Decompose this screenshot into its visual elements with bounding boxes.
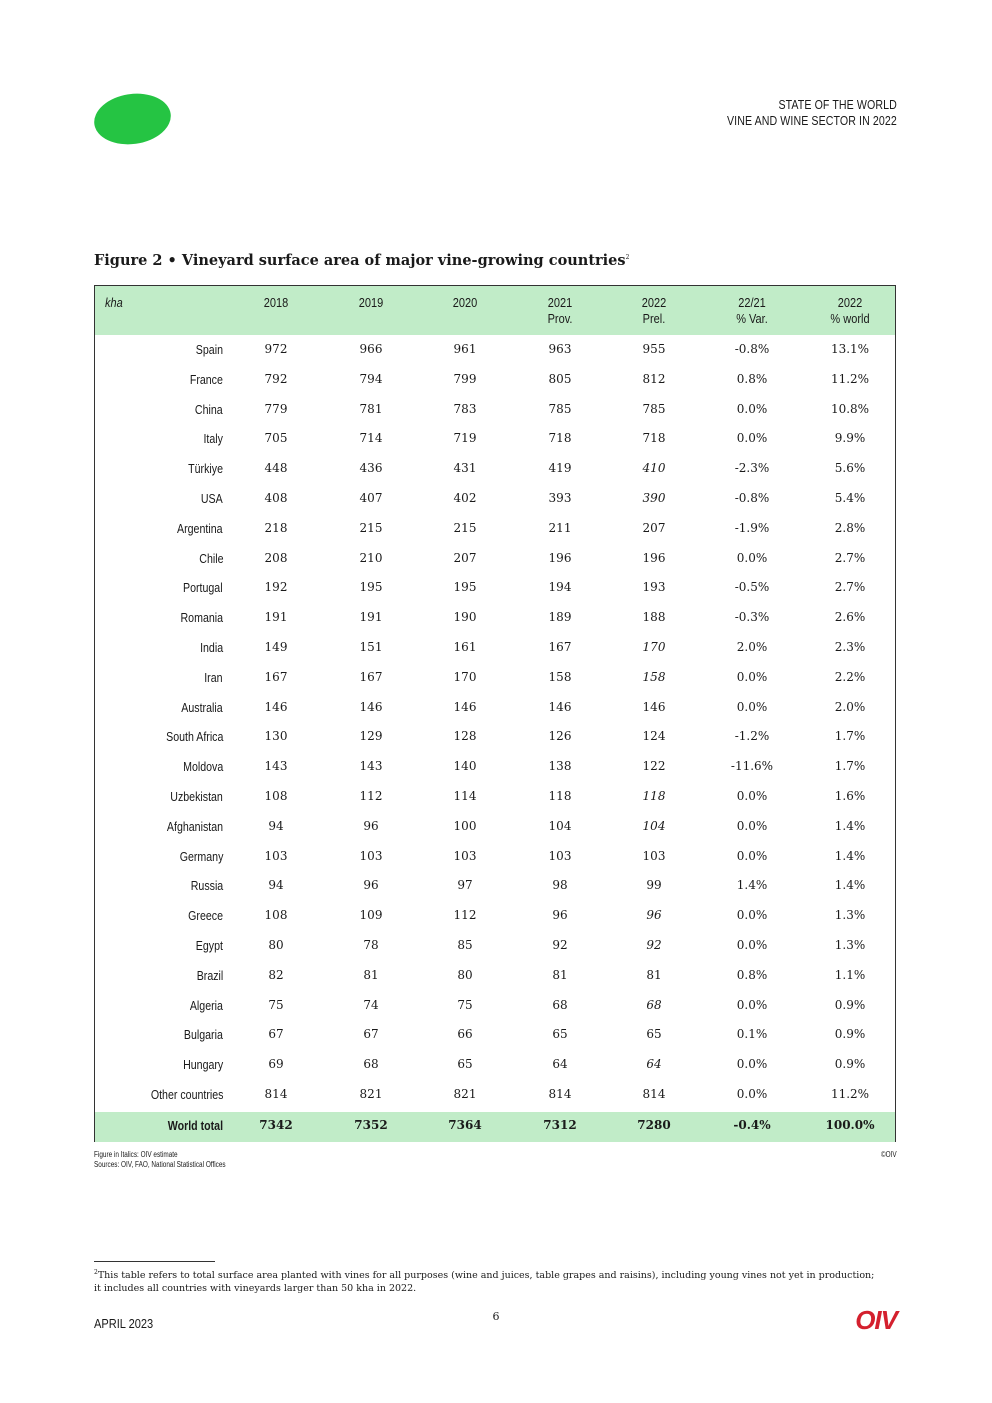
country-name: Chile	[198, 551, 223, 566]
table-row	[95, 634, 895, 664]
country-name: Spain	[195, 343, 223, 357]
table-cell: 97	[457, 878, 473, 893]
table-cell: 96	[363, 878, 379, 893]
table-cell: 196	[548, 550, 572, 565]
table-cell: 98	[552, 878, 568, 893]
table-row	[95, 932, 895, 962]
table-row	[95, 1051, 895, 1081]
footnote-text: This table refers to total surface area planted with vines for all purposes (wine and juices, table grapes and raisins), including young vines not yet in production; it includes all countries with vineyards larger than 50 kha in 2022.	[94, 1270, 875, 1295]
table-cell: -1.2%	[734, 729, 770, 744]
table-cell: 94	[268, 818, 284, 833]
table-cell: 103	[642, 848, 666, 863]
table-cell: 408	[264, 491, 288, 505]
table-cell: 122	[642, 759, 666, 774]
table-row	[95, 425, 895, 455]
table-cell: 138	[548, 759, 572, 774]
table-cell: 193	[642, 580, 666, 595]
table-cell: 211	[548, 520, 572, 535]
table-cell: 194	[548, 580, 572, 595]
column-header-line-1: 2020	[452, 296, 478, 310]
table-cell: 78	[363, 938, 379, 952]
table-cell: 129	[359, 729, 383, 744]
table-cell: 208	[264, 550, 288, 565]
table-cell: 1.3%	[834, 938, 866, 952]
table-cell: 0.0%	[736, 699, 768, 714]
table-cell: -11.6%	[730, 759, 774, 774]
table-cell: 81	[646, 967, 662, 982]
table-cell: 955	[642, 342, 666, 356]
country-name: India	[199, 641, 223, 655]
table-cell: -0.8%	[734, 491, 770, 505]
table-row	[95, 485, 895, 515]
table-cell: 80	[268, 938, 284, 952]
table-cell: 124	[642, 729, 666, 744]
table-row	[95, 783, 895, 813]
table-cell: 170	[642, 640, 666, 654]
column-header-line-2: % Var.	[736, 312, 768, 326]
table-cell: 963	[548, 342, 572, 356]
country-name: China	[195, 402, 223, 417]
column-header-line-1: 2019	[358, 296, 384, 310]
table-cell: 966	[359, 342, 383, 356]
table-cell: 1.4%	[736, 878, 768, 893]
table-cell: 0.0%	[736, 431, 768, 446]
table-cell: 779	[264, 401, 288, 416]
report-header	[727, 97, 897, 129]
table-cell: 128	[453, 729, 477, 744]
country-name: Moldova	[182, 760, 223, 775]
table-cell: 207	[453, 550, 477, 565]
table-cell: 158	[548, 669, 572, 684]
table-cell: 1.3%	[834, 908, 866, 923]
table-cell: 75	[268, 997, 284, 1012]
table-cell: 5.4%	[834, 491, 866, 505]
table-cell: 814	[548, 1087, 572, 1101]
table-cell: 2.8%	[834, 520, 866, 535]
table-cell: 2.6%	[834, 610, 866, 625]
footnote	[94, 1266, 884, 1295]
table-cell: 149	[264, 640, 288, 654]
table-row	[95, 1021, 895, 1051]
table-cell: 96	[646, 908, 662, 923]
table-cell: 0.0%	[736, 401, 768, 416]
table-row	[95, 515, 895, 545]
table-cell: 0.0%	[736, 818, 768, 833]
column-header	[331, 295, 410, 311]
table-cell: 195	[359, 580, 383, 595]
table-cell: 0.0%	[736, 1087, 768, 1101]
table-cell: 718	[642, 431, 666, 446]
table-cell: 99	[646, 878, 662, 893]
table-row	[95, 604, 895, 634]
country-name: Portugal	[183, 581, 223, 596]
table-cell: 1.6%	[834, 789, 866, 803]
table-cell: 419	[548, 461, 572, 476]
table-cell: 64	[552, 1057, 568, 1072]
table-cell: 2.7%	[834, 580, 866, 595]
country-name: Iran	[204, 670, 223, 685]
country-name: Bulgaria	[184, 1028, 223, 1043]
table-cell: 436	[359, 461, 383, 476]
table-cell: 103	[359, 848, 383, 863]
table-cell: 7312	[543, 1117, 577, 1132]
table-cell: 215	[359, 520, 383, 535]
table-row	[95, 872, 895, 902]
country-name: Hungary	[182, 1058, 223, 1073]
table-cell: 151	[359, 640, 383, 654]
table-cell: 7364	[448, 1117, 482, 1132]
page-number: 6	[492, 1310, 500, 1323]
country-name: Other countries	[150, 1088, 223, 1102]
column-header-line-2: % world	[830, 312, 870, 326]
table-cell: 821	[453, 1087, 477, 1101]
table-cell: 0.1%	[736, 1027, 768, 1042]
table-cell: 402	[453, 491, 477, 505]
table-cell: 68	[552, 997, 568, 1012]
table-cell: 207	[642, 520, 666, 535]
table-cell: 799	[453, 371, 477, 386]
column-header	[425, 295, 504, 311]
country-name: Greece	[188, 909, 223, 924]
table-cell: 2.7%	[834, 550, 866, 565]
estimate-note: Figure in Italics: OIV estimate	[94, 1150, 178, 1159]
table-cell: 210	[359, 550, 383, 565]
table-cell: 410	[642, 461, 666, 476]
table-cell: 114	[453, 789, 477, 803]
table-cell: -0.8%	[734, 342, 770, 356]
table-cell: 170	[453, 669, 477, 684]
table-cell: 448	[264, 461, 288, 476]
total-row	[95, 1112, 895, 1142]
table-cell: 80	[457, 967, 473, 982]
table-cell: 74	[363, 997, 379, 1012]
table-cell: 0.0%	[736, 550, 768, 565]
footnote-divider	[94, 1261, 215, 1262]
table-cell: 100.0%	[825, 1117, 875, 1132]
table-cell: 2.0%	[834, 699, 866, 714]
table-cell: 0.0%	[736, 938, 768, 952]
table-cell: 2.2%	[834, 669, 866, 684]
table-cell: 431	[453, 461, 477, 476]
footnote-marker: 2	[94, 1269, 98, 1276]
column-header-line-2: Prov.	[547, 312, 573, 326]
table-cell: 65	[646, 1027, 662, 1042]
copyright-note: ©OIV	[881, 1150, 897, 1159]
table-cell: 785	[642, 401, 666, 416]
table-cell: 821	[359, 1087, 383, 1101]
table-cell: 188	[642, 610, 666, 625]
country-name: Türkiye	[188, 462, 223, 477]
table-row	[95, 902, 895, 932]
table-row	[95, 366, 895, 396]
table-row	[95, 843, 895, 873]
table-row	[95, 694, 895, 724]
table-cell: 5.6%	[834, 461, 866, 476]
table-cell: 1.7%	[834, 729, 866, 744]
vineyard-area-table	[94, 285, 896, 1142]
table-cell: 0.9%	[834, 1057, 866, 1072]
table-cell: 68	[646, 997, 662, 1012]
table-cell: 75	[457, 997, 473, 1012]
table-cell: 1.4%	[834, 878, 866, 893]
table-cell: 0.0%	[736, 1057, 768, 1072]
table-cell: 81	[552, 967, 568, 982]
table-cell: 143	[359, 759, 383, 774]
table-cell: -0.4%	[733, 1117, 771, 1132]
column-header-line-1: 22/21	[738, 296, 766, 310]
table-cell: 218	[264, 520, 288, 535]
figure-title	[94, 252, 629, 269]
table-cell: 407	[359, 491, 383, 505]
column-header	[614, 295, 693, 327]
country-name: Uzbekistan	[170, 790, 223, 804]
table-cell: 161	[453, 640, 477, 654]
table-cell: 7342	[259, 1117, 293, 1132]
table-row	[95, 396, 895, 426]
country-name: Romania	[180, 611, 223, 626]
table-row	[95, 336, 895, 366]
table-cell: 192	[264, 580, 288, 595]
table-cell: 167	[264, 669, 288, 684]
table-cell: 0.0%	[736, 848, 768, 863]
green-logo-blob	[91, 89, 174, 149]
table-cell: 11.2%	[830, 371, 870, 386]
table-cell: 158	[642, 669, 666, 684]
table-cell: 1.7%	[834, 759, 866, 774]
table-cell: 719	[453, 431, 477, 446]
figure-title-text: Figure 2 • Vineyard surface area of major vine-growing countries	[94, 252, 626, 269]
country-name: Russia	[190, 879, 223, 894]
table-cell: 794	[359, 371, 383, 386]
header-line-1: STATE OF THE WORLD	[778, 98, 897, 112]
table-cell: 10.8%	[830, 401, 870, 416]
table-cell: 215	[453, 520, 477, 535]
table-cell: 65	[552, 1027, 568, 1042]
table-row	[95, 992, 895, 1022]
table-cell: 0.0%	[736, 997, 768, 1012]
country-name: Germany	[179, 849, 223, 864]
table-notes	[94, 1150, 226, 1170]
table-cell: 195	[453, 580, 477, 595]
table-cell: -1.9%	[734, 520, 770, 535]
column-header-line-1: 2022	[641, 296, 667, 310]
country-name: Egypt	[195, 939, 223, 953]
oiv-logo: OIV	[855, 1305, 897, 1335]
table-cell: 103	[264, 848, 288, 863]
table-cell: 783	[453, 401, 477, 416]
table-cell: 146	[548, 699, 572, 714]
table-cell: 191	[264, 610, 288, 625]
table-cell: 1.1%	[834, 967, 866, 982]
table-cell: 189	[548, 610, 572, 625]
table-cell: 7352	[354, 1117, 388, 1132]
table-cell: 167	[548, 640, 572, 654]
table-cell: -0.5%	[734, 580, 770, 595]
table-cell: 96	[552, 908, 568, 923]
table-row	[95, 962, 895, 992]
column-header	[236, 295, 315, 311]
table-cell: 108	[264, 789, 288, 803]
table-cell: 1.4%	[834, 848, 866, 863]
table-cell: -0.3%	[734, 610, 770, 625]
table-header	[95, 286, 895, 335]
table-cell: 805	[548, 371, 572, 386]
column-header	[712, 295, 791, 327]
table-cell: 0.9%	[834, 997, 866, 1012]
table-cell: 100	[453, 818, 477, 833]
table-cell: 109	[359, 908, 383, 923]
country-name: Argentina	[177, 521, 223, 536]
table-row	[95, 664, 895, 694]
table-cell: 792	[264, 371, 288, 386]
table-cell: 7280	[637, 1117, 671, 1132]
table-cell: 0.8%	[736, 967, 768, 982]
table-cell: 112	[359, 789, 383, 803]
table-cell: 118	[642, 789, 666, 803]
unit-label: kha	[105, 296, 123, 310]
table-row	[95, 574, 895, 604]
column-header	[810, 295, 889, 327]
table-cell: 85	[457, 938, 473, 952]
table-cell: 103	[453, 848, 477, 863]
country-name: World total	[167, 1118, 223, 1133]
table-cell: 82	[268, 967, 284, 982]
table-cell: 65	[457, 1057, 473, 1072]
table-cell: 146	[264, 699, 288, 714]
table-cell: 785	[548, 401, 572, 416]
table-cell: 705	[264, 431, 288, 446]
table-row	[95, 545, 895, 575]
table-cell: 190	[453, 610, 477, 625]
table-cell: 2.0%	[736, 640, 768, 654]
table-cell: 972	[264, 342, 288, 356]
table-cell: 11.2%	[830, 1087, 870, 1101]
country-name: Afghanistan	[166, 819, 223, 834]
column-header	[520, 295, 599, 327]
table-cell: 13.1%	[830, 342, 870, 356]
table-cell: 146	[642, 699, 666, 714]
table-cell: 92	[552, 938, 568, 952]
table-row	[95, 753, 895, 783]
table-cell: 64	[646, 1057, 662, 1072]
country-name: Australia	[181, 700, 223, 715]
table-cell: 92	[646, 938, 662, 952]
table-cell: 718	[548, 431, 572, 446]
table-cell: 66	[457, 1027, 473, 1042]
table-cell: 0.0%	[736, 669, 768, 684]
table-row	[95, 455, 895, 485]
table-cell: 0.8%	[736, 371, 768, 386]
table-cell: 0.0%	[736, 789, 768, 803]
table-cell: 814	[264, 1087, 288, 1101]
table-cell: 118	[548, 789, 572, 803]
table-cell: 1.4%	[834, 818, 866, 833]
table-cell: 67	[363, 1027, 379, 1042]
table-cell: 196	[642, 550, 666, 565]
table-cell: 390	[642, 491, 666, 505]
table-cell: 167	[359, 669, 383, 684]
country-name: Italy	[203, 432, 223, 447]
table-cell: 67	[268, 1027, 284, 1042]
table-cell: 393	[548, 491, 572, 505]
header-line-2: VINE AND WINE SECTOR IN 2022	[727, 114, 897, 128]
country-name: Brazil	[196, 968, 223, 983]
table-cell: 0.0%	[736, 908, 768, 923]
table-cell: 103	[548, 848, 572, 863]
column-header-line-1: 2021	[547, 296, 573, 310]
country-name: France	[189, 372, 223, 387]
table-cell: 96	[363, 818, 379, 833]
table-cell: 68	[363, 1057, 379, 1072]
table-cell: 143	[264, 759, 288, 774]
table-cell: 146	[359, 699, 383, 714]
table-cell: 191	[359, 610, 383, 625]
table-cell: 69	[268, 1057, 284, 1072]
column-header-line-1: 2018	[263, 296, 289, 310]
table-cell: 714	[359, 431, 383, 446]
country-name: USA	[201, 492, 223, 506]
table-cell: 104	[642, 818, 666, 833]
country-name: Algeria	[189, 998, 223, 1013]
table-cell: 112	[453, 908, 477, 923]
figure-title-footnote-marker: 2	[625, 254, 630, 262]
table-cell: 108	[264, 908, 288, 923]
table-cell: 0.9%	[834, 1027, 866, 1042]
table-cell: 130	[264, 729, 288, 744]
column-header-line-2: Prel.	[642, 312, 666, 326]
table-cell: 126	[548, 729, 572, 744]
table-cell: 9.9%	[834, 431, 866, 446]
column-header-line-1: 2022	[837, 296, 863, 310]
table-cell: 2.3%	[834, 640, 866, 654]
table-cell: 140	[453, 759, 477, 774]
table-cell: 961	[453, 342, 477, 356]
sources-note: Sources: OIV, FAO, National Statistical Offices	[94, 1160, 226, 1169]
table-cell: 812	[642, 371, 666, 386]
table-cell: 146	[453, 699, 477, 714]
table-cell: 781	[359, 401, 383, 416]
table-cell: 94	[268, 878, 284, 893]
table-row	[95, 1081, 895, 1111]
table-row	[95, 813, 895, 843]
table-cell: 814	[642, 1087, 666, 1101]
footer-date: APRIL 2023	[94, 1316, 154, 1331]
table-cell: 81	[363, 967, 379, 982]
table-row	[95, 723, 895, 753]
table-cell: 104	[548, 818, 572, 833]
table-cell: -2.3%	[734, 461, 770, 476]
country-name: South Africa	[165, 730, 223, 745]
